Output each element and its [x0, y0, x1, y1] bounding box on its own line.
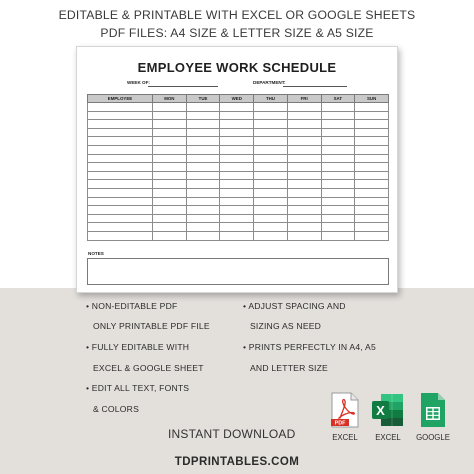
- table-cell: [287, 145, 321, 154]
- table-cell: [153, 197, 187, 206]
- table-cell: [254, 188, 288, 197]
- table-cell: [254, 180, 288, 189]
- table-cell: [220, 137, 254, 146]
- schedule-sheet-preview: [76, 46, 398, 293]
- feature-colors: & COLORS: [93, 404, 140, 414]
- table-cell: [355, 163, 389, 172]
- feature-letter-size: AND LETTER SIZE: [250, 363, 328, 373]
- table-cell: [321, 206, 355, 215]
- table-cell: [321, 197, 355, 206]
- table-row: [88, 154, 389, 163]
- table-cell: [88, 103, 153, 112]
- table-cell: [88, 128, 153, 137]
- table-cell: [220, 214, 254, 223]
- col-header-sun: SUN: [355, 95, 389, 103]
- table-cell: [254, 171, 288, 180]
- table-cell: [220, 206, 254, 215]
- table-cell: [186, 231, 220, 240]
- excel-icon: [371, 392, 401, 428]
- document-title: EMPLOYEE WORK SCHEDULE: [137, 60, 337, 75]
- table-cell: [220, 231, 254, 240]
- table-cell: [186, 145, 220, 154]
- table-row: [88, 120, 389, 129]
- pdf-icon-text: PDF: [334, 420, 346, 427]
- table-cell: [355, 223, 389, 232]
- table-cell: [186, 171, 220, 180]
- format-label-excel: EXCEL: [375, 433, 401, 442]
- table-cell: [287, 103, 321, 112]
- table-cell: [254, 111, 288, 120]
- table-cell: [254, 154, 288, 163]
- table-cell: [88, 231, 153, 240]
- table-cell: [88, 154, 153, 163]
- table-cell: [153, 111, 187, 120]
- table-cell: [186, 188, 220, 197]
- table-cell: [321, 154, 355, 163]
- table-row: [88, 206, 389, 215]
- table-cell: [88, 111, 153, 120]
- table-cell: [186, 120, 220, 129]
- table-cell: [287, 188, 321, 197]
- table-cell: [321, 120, 355, 129]
- table-cell: [220, 145, 254, 154]
- table-cell: [355, 145, 389, 154]
- table-cell: [287, 223, 321, 232]
- table-cell: [321, 111, 355, 120]
- table-cell: [254, 103, 288, 112]
- table-cell: [220, 120, 254, 129]
- table-cell: [355, 171, 389, 180]
- department-line: [283, 86, 347, 87]
- col-header-employee: EMPLOYEE: [88, 95, 153, 103]
- table-cell: [220, 188, 254, 197]
- table-cell: [186, 111, 220, 120]
- feature-sizing: SIZING AS NEED: [250, 321, 322, 331]
- table-cell: [355, 111, 389, 120]
- table-cell: [355, 137, 389, 146]
- notes-box: [87, 258, 389, 285]
- table-cell: [153, 180, 187, 189]
- table-cell: [186, 180, 220, 189]
- table-cell: [355, 103, 389, 112]
- table-cell: [287, 171, 321, 180]
- table-cell: [321, 163, 355, 172]
- table-row: [88, 145, 389, 154]
- google-sheets-icon: [420, 392, 450, 428]
- table-cell: [321, 223, 355, 232]
- table-cell: [186, 214, 220, 223]
- table-cell: [355, 128, 389, 137]
- feature-excel-google: EXCEL & GOOGLE SHEET: [93, 363, 204, 373]
- format-label-google: GOOGLE: [416, 433, 450, 442]
- col-header-wed: WED: [220, 95, 254, 103]
- table-cell: [321, 145, 355, 154]
- table-cell: [254, 206, 288, 215]
- table-cell: [153, 171, 187, 180]
- table-cell: [355, 206, 389, 215]
- table-cell: [254, 214, 288, 223]
- feature-prints-perfectly: • PRINTS PERFECTLY IN A4, A5: [243, 342, 376, 352]
- table-cell: [321, 103, 355, 112]
- table-cell: [153, 120, 187, 129]
- table-cell: [254, 163, 288, 172]
- table-row: [88, 128, 389, 137]
- table-cell: [254, 128, 288, 137]
- table-cell: [186, 103, 220, 112]
- table-cell: [220, 223, 254, 232]
- format-label-pdf: EXCEL: [332, 433, 358, 442]
- table-cell: [355, 120, 389, 129]
- feature-printable-pdf: ONLY PRINTABLE PDF FILE: [93, 321, 210, 331]
- week-of-line: [148, 86, 218, 87]
- department-label: DEPARTMENT:: [253, 80, 286, 85]
- table-cell: [153, 103, 187, 112]
- table-cell: [153, 188, 187, 197]
- table-cell: [186, 206, 220, 215]
- table-cell: [88, 197, 153, 206]
- col-header-fri: FRI: [287, 95, 321, 103]
- bottom-band: [0, 288, 474, 474]
- table-cell: [186, 223, 220, 232]
- table-cell: [220, 197, 254, 206]
- table-cell: [287, 120, 321, 129]
- table-cell: [88, 188, 153, 197]
- table-cell: [153, 223, 187, 232]
- table-cell: [220, 128, 254, 137]
- table-cell: [220, 103, 254, 112]
- table-cell: [220, 154, 254, 163]
- table-cell: [153, 231, 187, 240]
- table-cell: [153, 137, 187, 146]
- table-cell: [153, 206, 187, 215]
- table-cell: [254, 145, 288, 154]
- table-cell: [88, 145, 153, 154]
- table-cell: [321, 128, 355, 137]
- col-header-thu: THU: [254, 95, 288, 103]
- table-row: [88, 223, 389, 232]
- table-cell: [355, 180, 389, 189]
- table-cell: [88, 163, 153, 172]
- table-row: [88, 171, 389, 180]
- table-row: [88, 163, 389, 172]
- table-cell: [88, 214, 153, 223]
- table-cell: [153, 214, 187, 223]
- col-header-mon: MON: [153, 95, 187, 103]
- table-cell: [287, 231, 321, 240]
- header-line-2: PDF FILES: A4 SIZE & LETTER SIZE & A5 SIZE: [100, 26, 374, 40]
- table-row: [88, 111, 389, 120]
- table-cell: [355, 188, 389, 197]
- excel-icon-text: X: [376, 403, 385, 418]
- table-cell: [321, 171, 355, 180]
- table-row: [88, 214, 389, 223]
- table-cell: [186, 128, 220, 137]
- table-row: [88, 188, 389, 197]
- table-cell: [88, 120, 153, 129]
- table-cell: [153, 128, 187, 137]
- table-cell: [355, 197, 389, 206]
- table-cell: [287, 214, 321, 223]
- table-row: [88, 137, 389, 146]
- notes-label: NOTES: [88, 251, 104, 256]
- table-cell: [186, 163, 220, 172]
- table-cell: [287, 163, 321, 172]
- table-cell: [153, 154, 187, 163]
- footer-website: TDPRINTABLES.COM: [174, 456, 300, 468]
- table-cell: [355, 214, 389, 223]
- table-row: [88, 180, 389, 189]
- table-cell: [88, 180, 153, 189]
- table-row: [88, 103, 389, 112]
- table-cell: [88, 206, 153, 215]
- feature-non-editable-pdf: • NON-EDITABLE PDF: [86, 301, 178, 311]
- table-cell: [287, 111, 321, 120]
- table-cell: [254, 231, 288, 240]
- col-header-sat: SAT: [321, 95, 355, 103]
- table-cell: [88, 171, 153, 180]
- table-cell: [220, 111, 254, 120]
- table-cell: [287, 206, 321, 215]
- pdf-icon: [330, 392, 360, 428]
- col-header-tue: TUE: [186, 95, 220, 103]
- table-cell: [220, 163, 254, 172]
- table-cell: [254, 137, 288, 146]
- table-cell: [287, 128, 321, 137]
- week-of-label: WEEK OF:: [127, 80, 150, 85]
- table-cell: [186, 137, 220, 146]
- feature-adjust-spacing: • ADJUST SPACING AND: [243, 301, 346, 311]
- table-row: [88, 197, 389, 206]
- table-cell: [153, 145, 187, 154]
- schedule-table: [87, 94, 389, 241]
- table-cell: [287, 154, 321, 163]
- table-cell: [153, 163, 187, 172]
- table-row: [88, 231, 389, 240]
- table-cell: [254, 120, 288, 129]
- table-cell: [321, 180, 355, 189]
- schedule-header-row: [88, 95, 389, 103]
- table-cell: [88, 137, 153, 146]
- instant-download-label: INSTANT DOWNLOAD: [168, 427, 296, 441]
- header-line-1: EDITABLE & PRINTABLE WITH EXCEL OR GOOGLE SHEETS: [58, 8, 416, 22]
- table-cell: [321, 188, 355, 197]
- table-cell: [321, 137, 355, 146]
- feature-fully-editable: • FULLY EDITABLE WITH: [86, 342, 190, 352]
- table-cell: [355, 231, 389, 240]
- table-cell: [254, 223, 288, 232]
- table-cell: [220, 171, 254, 180]
- table-cell: [321, 214, 355, 223]
- table-cell: [254, 197, 288, 206]
- table-cell: [287, 137, 321, 146]
- table-cell: [287, 180, 321, 189]
- table-cell: [321, 231, 355, 240]
- table-cell: [287, 197, 321, 206]
- schedule-body: [88, 103, 389, 241]
- table-cell: [186, 197, 220, 206]
- table-cell: [88, 223, 153, 232]
- table-cell: [220, 180, 254, 189]
- table-cell: [186, 154, 220, 163]
- feature-edit-text: • EDIT ALL TEXT, FONTS: [86, 383, 190, 393]
- table-cell: [355, 154, 389, 163]
